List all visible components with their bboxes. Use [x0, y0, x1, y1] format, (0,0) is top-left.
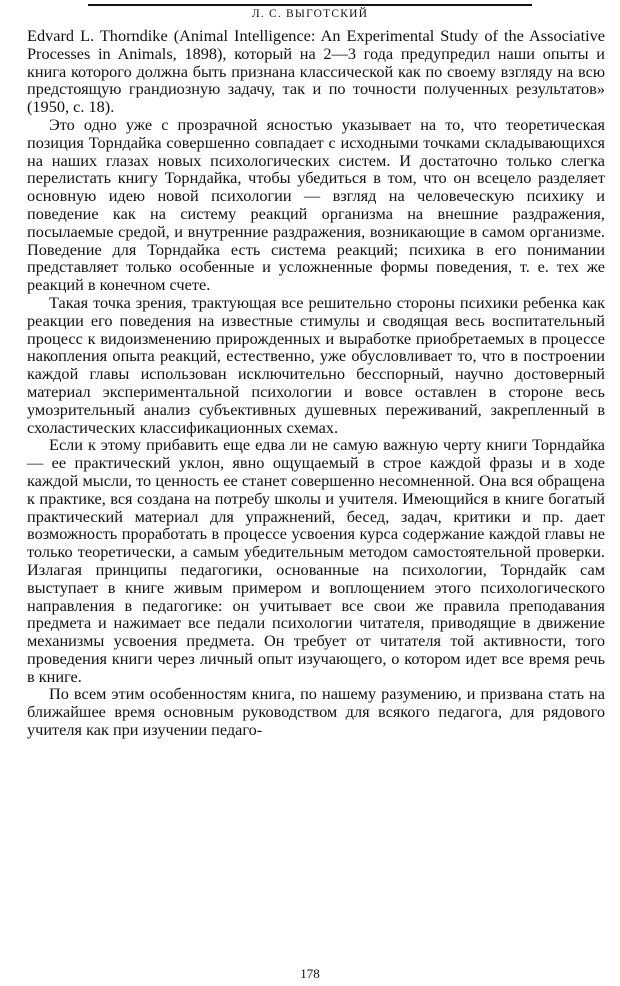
running-head: Л. С. ВЫГОТСКИЙ: [88, 4, 532, 20]
page-number: 178: [300, 966, 320, 981]
paragraph-1: Edvard L. Thorndike (Animal Intelligence: An Experimental Study of the Associative Processes in Animals, 1898), который на 2—3 года предупредил наши опыты и книга которого должна быть признана классической как по своему взгляду на всю предстоящую грандиозную задачу, так и по точности полученных результатов» (1950, с. 18).: [27, 26, 605, 117]
paragraph-5: По всем этим особенностям книга, по нашему разумению, и призвана стать на ближайшее время основным руководством для всякого педагога, для рядового учителя как при изучении педаго-: [27, 684, 605, 740]
paragraph-3: Такая точка зрения, трактующая все решительно стороны психики ребенка как реакции его поведения на известные стимулы и сводящая весь воспитательный процесс к видоизменению прирожденных и выработке приобретаемых в процессе накопления опыта реакций, естественно, уже обусловливает то, что в построении каждой главы использован исключительно бесспорный, научно достоверный материал экспериментальной психологии и вовсе оставлен в стороне весь умозрительный анализ субъективных душевных переживаний, закрепленный в схоластических классификационных схемах.: [27, 292, 605, 437]
paragraph-2: Это одно уже с прозрачной ясностью указывает на то, что теоретическая позиция Торндайка совершенно совпадает с исходными точками складывающихся на наших глазах новых психологических систем. И достаточно только слегка перелистать книгу Торндайка, чтобы убедиться в том, что он всецело разделяет основную идею новой психологии — взгляд на человеческую психику и поведение как на систему реакций организма на внешние раздражения, посылаемые средой, и внутренние раздражения, возникающие в самом организме. Поведение для Торндайка есть система реакций; психика в его понимании представляет только особенные и усложненные формы поведения, т. е. тех же реакций в конечном счете.: [27, 114, 605, 295]
paragraph-4: Если к этому прибавить еще едва ли не самую важную черту книги Торндайка — ее практический уклон, явно ощущаемый в строе каждой фразы и в ходе каждой мысли, то ценность ее станет совершенно несомненной. Она вся обращена к практике, вся создана на потребу школы и учителя. Имеющийся в книге богатый практический материал для упражнений, бесед, задач, критики и пр. дает возможность проработать в процессе усвоения курса содержание каждой главы не только теоретически, а самым убедительным методом самостоятельной проверки. Излагая принципы педагогики, основанные на психологии, Торндайк сам выступает в книге живым примером и воплощением этого психологического направления в педагогике: он учитывает все свои же правила преподавания предмета и нажимает все педали психологии читателя, приводящие в движение механизмы усвоения предмета. Он требует от читателя той активности, того проведения книги через личный опыт изучающего, о котором идет все время речь в книге.: [27, 435, 605, 686]
body-text: [27, 27, 605, 739]
